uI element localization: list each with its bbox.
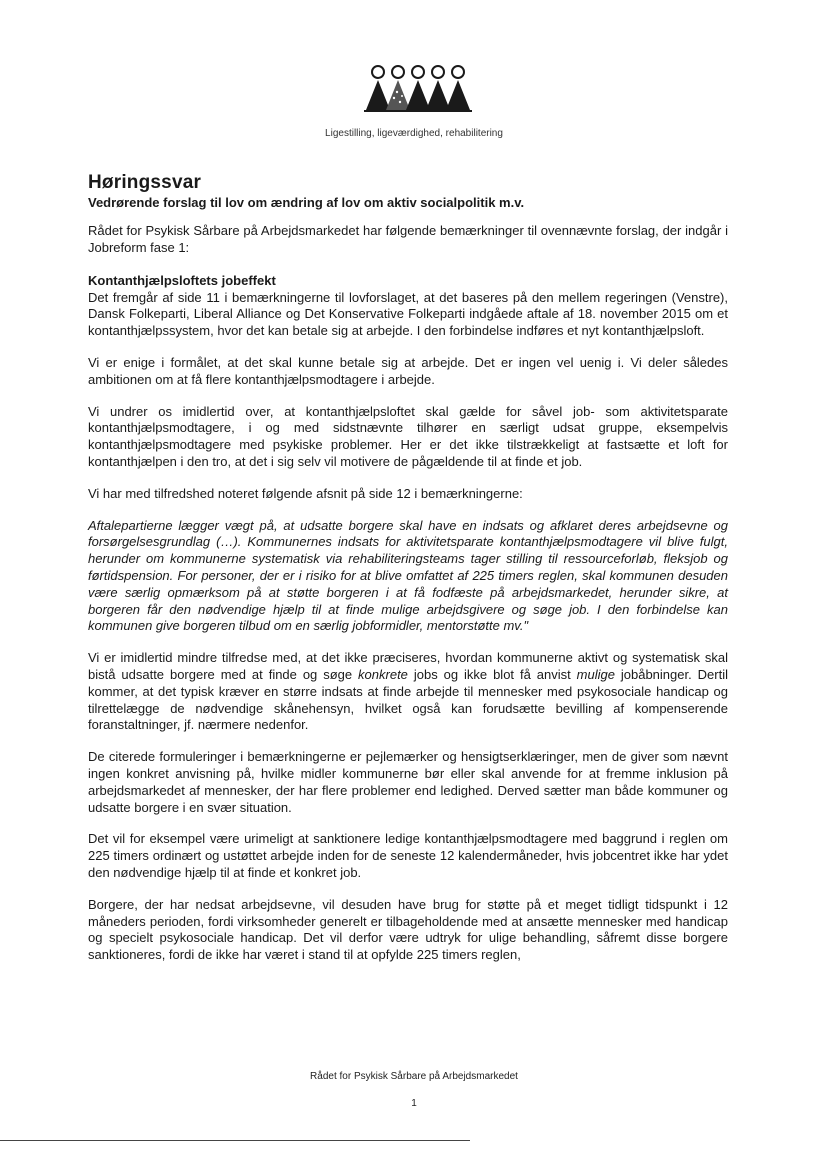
paragraph-5: Vi er imidlertid mindre tilfredse med, at det ikke præciseres, hvordan kommunerne aktivt og systematisk skal bistå udsatte borgere med at finde og søge konkrete jobs og ikke blot få anvist mulige jobåbninger. Dertil kommer, at det typisk kræver en større indsats at finde arbejde til mennesker med psykosociale handicap og tilrettelægge de nødvendige skånehensyn, hvilket også kan forudsætte bevilling af kompenserende foranstaltninger, jf. nærmere nedenfor. xyxy=(88,650,728,733)
quoted-passage: Aftalepartierne lægger vægt på, at udsatte borgere skal have en indsats og afklaret deres arbejdsevne og forsørgelsesgrundlag (…). Kommunernes indsats for aktivitetsparate kontanthjælpsmodtagere vil blive fulgt, herunder om kommunerne systematisk via rehabiliteringsteams tager stilling til ressourceforløb, fleksjob og førtidspension. For personer, der er i risiko for at blive omfattet af 225 timers reglen, skal kommunen desuden være særlig opmærksom på at støtte borgeren i at få fodfæste på arbejdsmarkedet, herunder sikre, at borgeren får den nødvendige hjælp til at finde mulige arbejdsgivere og søge job. I den forbindelse kan kommunen give borgeren tilbud om en særlig jobformidler, mentorstøtte mv." xyxy=(88,517,728,634)
intro-paragraph: Rådet for Psykisk Sårbare på Arbejdsmarkedet har følgende bemærkninger til ovennævnte forslag, der indgår i Jobreform fase 1: xyxy=(88,223,728,255)
scan-artifact-line xyxy=(0,1140,470,1141)
emphasis-konkrete: konkrete xyxy=(358,666,408,682)
document-title: Høringssvar xyxy=(88,172,202,193)
paragraph-8: Borgere, der har nedsat arbejdsevne, vil desuden have brug for støtte på et meget tidligt tidspunkt i 12 måneders perioden, fordi virksomheder generelt er tilbageholdende med at ansætte mennesker med handicap og specielt psykosociale handicap. Det vil derfor være udtryk for ulige behandling, såfremt disse borgere sanktioneres, fordi de ikke har været i stand til at opfylde 225 timers reglen, xyxy=(88,896,728,963)
organization-tagline: Ligestilling, ligeværdighed, rehabilitering xyxy=(325,128,503,139)
paragraph-7: Det vil for eksempel være urimeligt at sanktionere ledige kontanthjælpsmodtagere med baggrund i reglen om 225 timers ordinært og ustøttet arbejde inden for de seneste 12 kalendermåneder, hvis jobcentret ikke har ydet den nødvendige hjælp til at finde et konkret job. xyxy=(88,831,728,880)
paragraph-4: Vi har med tilfredshed noteret følgende afsnit på side 12 i bemærkningerne: xyxy=(88,485,523,501)
page-number: 1 xyxy=(411,1098,417,1109)
footer-organization: Rådet for Psykisk Sårbare på Arbejdsmarkedet xyxy=(310,1071,518,1082)
paragraph-6: De citerede formuleringer i bemærkningerne er pejlemærker og hensigtserklæringer, men de giver som nævnt ingen konkret anvisning på, hvilke midler kommunerne bør eller skal anvende for at fremme inklusion på arbejdsmarkedet af mennesker, der har flere problemer end ledighed. Derved sætter man både kommuner og udsatte borgere i en svær situation. xyxy=(88,749,728,815)
emphasis-mulige: mulige xyxy=(576,666,615,682)
paragraph-2: Vi er enige i formålet, at det skal kunne betale sig at arbejde. Det er ingen vel uenig i. Vi deler således ambitionen om at få flere kontanthjælpsmodtagere i arbejde. xyxy=(88,354,728,387)
paragraph-1: Det fremgår af side 11 i bemærkningerne til lovforslaget, at det baseres på den mellem regeringen (Venstre), Dansk Folkeparti, Liberal Alliance og Det Konservative Folkeparti indgåede aftale af 18. november 2015 om et kontanthjælpssystem, hvor det kan betale sig at arbejde. I den forbindelse indføres et nyt kontanthjælpsloft. xyxy=(88,289,728,339)
five-figures-logo-icon xyxy=(364,62,472,114)
document-subtitle: Vedrørende forslag til lov om ændring af lov om aktiv socialpolitik m.v. xyxy=(88,195,525,210)
paragraph-3: Vi undrer os imidlertid over, at kontanthjælpsloftet skal gælde for såvel job- som aktivitetsparate kontanthjælpsmodtagere, i og med sidstnævnte tilhører en særligt udsat gruppe, eksempelvis kontanthjælpsmodtagere med psykiske problemer. Her er det ikke tilstrækkeligt at fastsætte et loft for kontanthjælpen i den tro, at det i sig selv vil motivere de pågældende til at finde et job. xyxy=(88,403,728,469)
section-heading: Kontanthjælpsloftets jobeffekt xyxy=(88,272,276,288)
document-body xyxy=(88,172,728,964)
